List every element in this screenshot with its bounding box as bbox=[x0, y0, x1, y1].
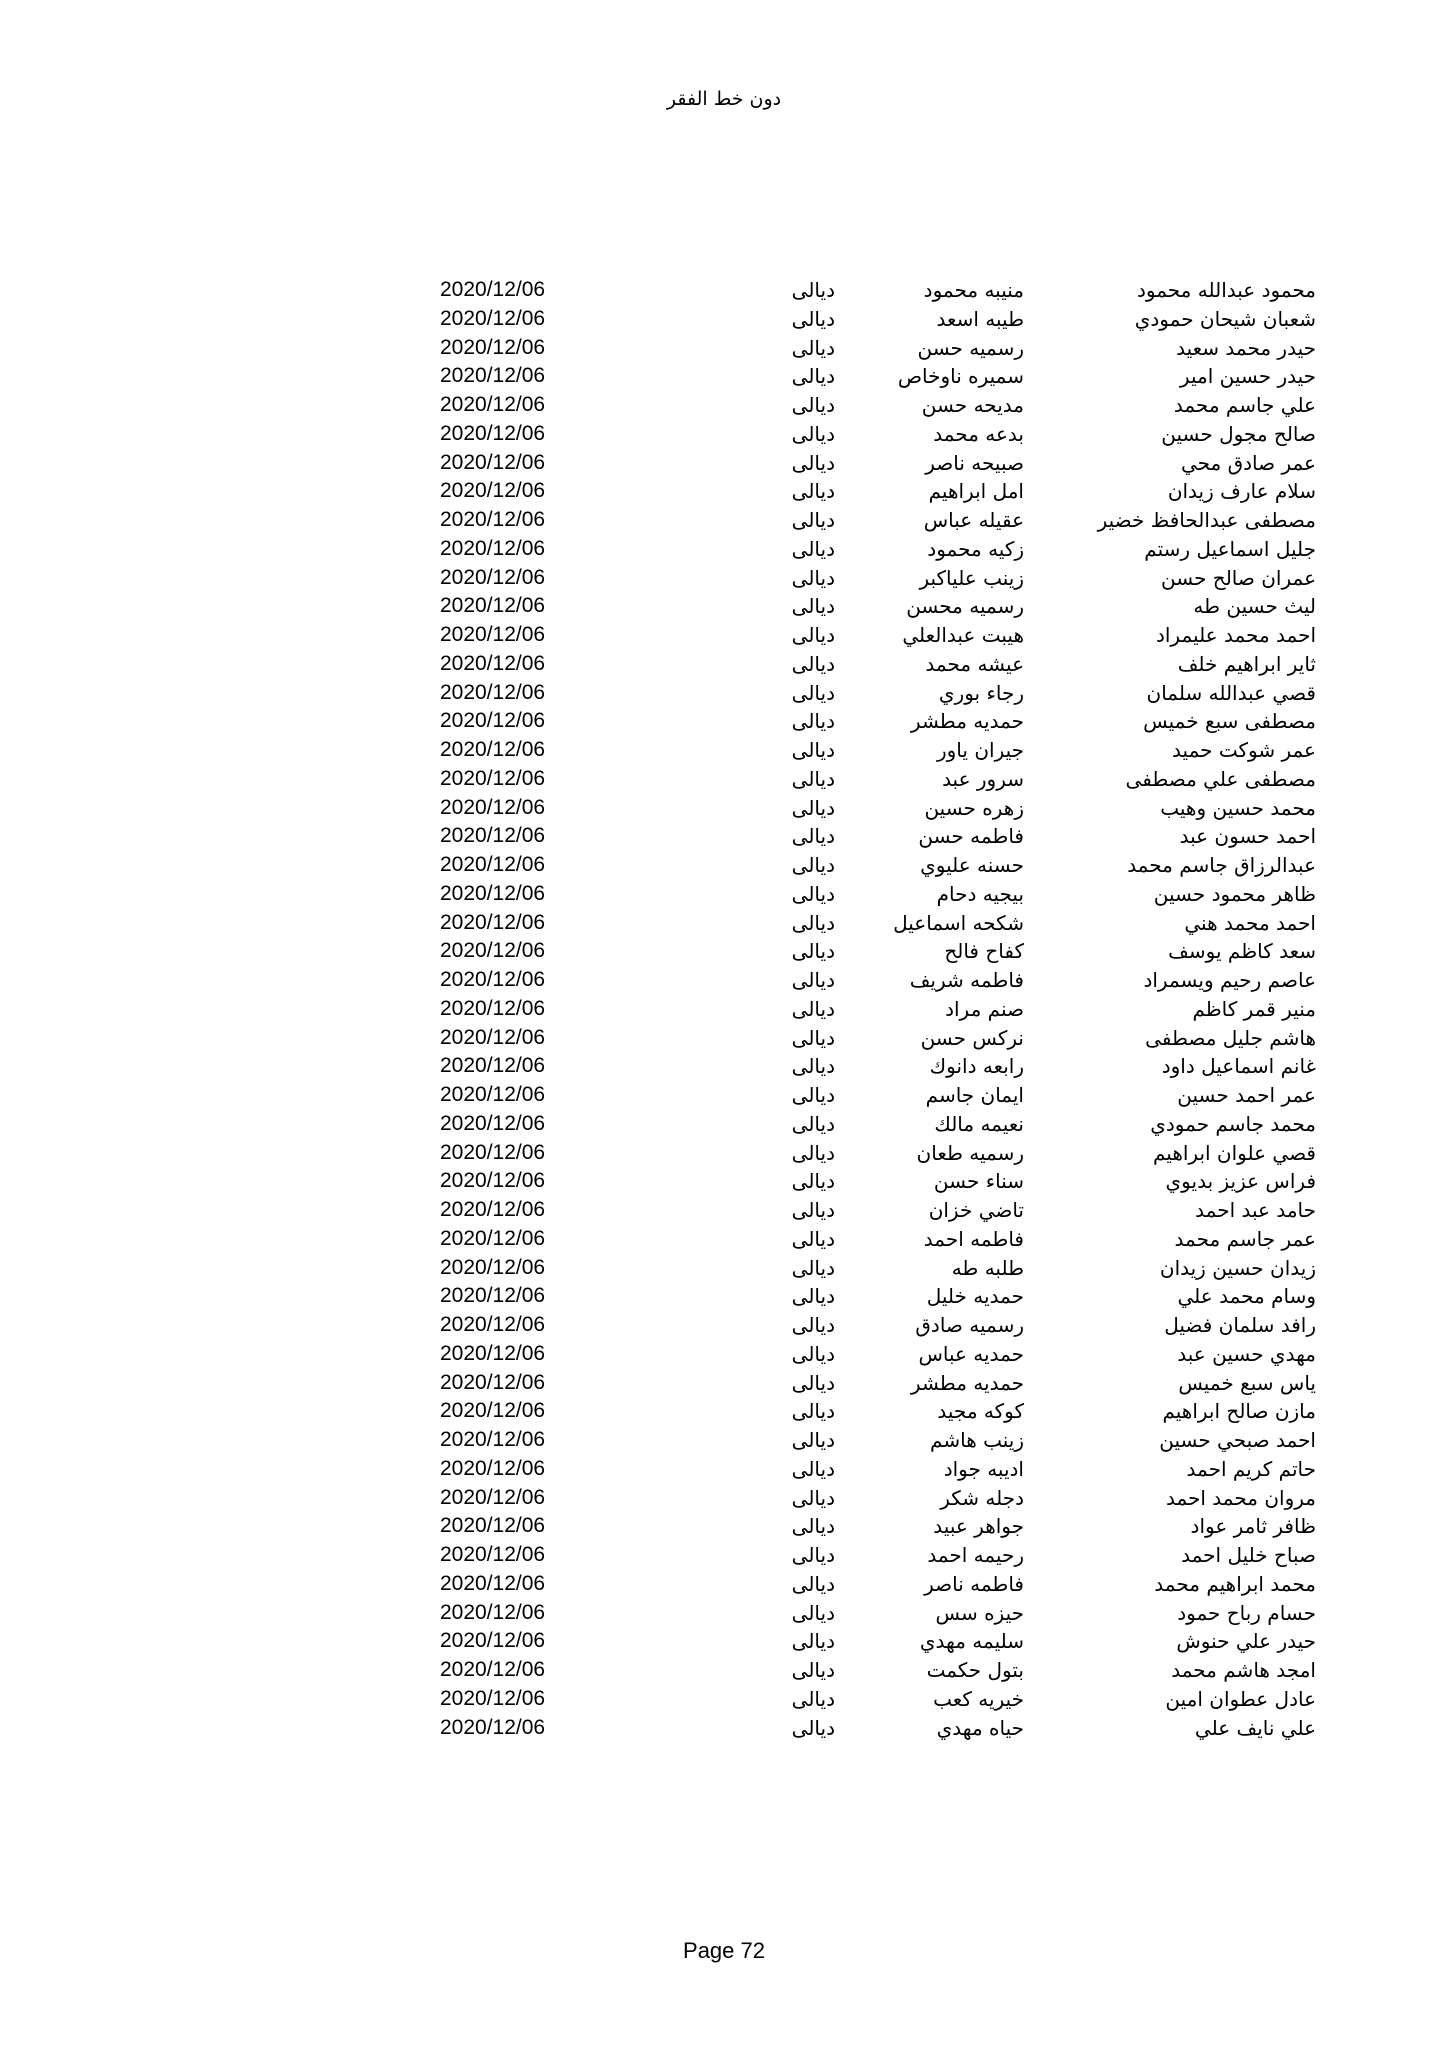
person-name: حيدر حسين امير bbox=[1179, 364, 1316, 389]
mother-name: رسميه حسن bbox=[917, 335, 1024, 360]
mother-name: طيبه اسعد bbox=[936, 306, 1024, 331]
mother-name: صنم مراد bbox=[945, 996, 1024, 1021]
person-name: قصي عبدالله سلمان bbox=[1146, 680, 1316, 705]
person-name: سلام عارف زيدان bbox=[1167, 479, 1316, 504]
list-item bbox=[0, 420, 1448, 449]
governorate: ديالى bbox=[791, 766, 835, 791]
governorate: ديالى bbox=[791, 1370, 835, 1395]
record-date: 2020/12/06 bbox=[440, 1313, 546, 1336]
governorate: ديالى bbox=[791, 1198, 835, 1222]
record-date: 2020/12/06 bbox=[440, 278, 546, 301]
governorate: ديالى bbox=[791, 709, 835, 734]
record-date: 2020/12/06 bbox=[440, 1428, 546, 1451]
record-date: 2020/12/06 bbox=[440, 1198, 546, 1221]
governorate: ديالى bbox=[791, 1658, 835, 1682]
record-date: 2020/12/06 bbox=[440, 881, 546, 905]
governorate: ديالى bbox=[791, 680, 835, 705]
list-item bbox=[0, 1484, 1448, 1513]
mother-name: زكيه محمود bbox=[927, 536, 1024, 561]
list-item bbox=[0, 1426, 1448, 1455]
governorate: ديالى bbox=[791, 1629, 835, 1654]
governorate: ديالى bbox=[791, 1485, 835, 1510]
person-name: غانم اسماعيل داود bbox=[1161, 1054, 1316, 1079]
mother-name: كوكه مجيد bbox=[937, 1399, 1024, 1424]
person-name: عمر جاسم محمد bbox=[1174, 1226, 1316, 1251]
list-item bbox=[0, 1369, 1448, 1398]
person-name: شعبان شيحان حمودي bbox=[1134, 306, 1316, 331]
record-date: 2020/12/06 bbox=[440, 968, 546, 991]
record-date: 2020/12/06 bbox=[440, 1140, 546, 1164]
person-name: علي نايف علي bbox=[1194, 1715, 1316, 1740]
governorate: ديالى bbox=[791, 651, 835, 676]
person-name: ليث حسين طه bbox=[1193, 594, 1316, 619]
list-item bbox=[0, 1512, 1448, 1541]
mother-name: سناء حسن bbox=[933, 1169, 1024, 1194]
record-date: 2020/12/06 bbox=[440, 1169, 546, 1193]
page-number: Page 72 bbox=[683, 1938, 765, 1963]
mother-name: حمديه عباس bbox=[918, 1341, 1024, 1366]
person-name: عادل عطوان امين bbox=[1165, 1686, 1316, 1711]
mother-name: بتول حكمت bbox=[926, 1658, 1024, 1682]
record-date: 2020/12/06 bbox=[440, 421, 546, 445]
governorate: ديالى bbox=[791, 1054, 835, 1079]
governorate: ديالى bbox=[791, 1284, 835, 1309]
mother-name: سليمه مهدي bbox=[919, 1629, 1024, 1654]
governorate: ديالى bbox=[791, 421, 835, 446]
record-date: 2020/12/06 bbox=[440, 1111, 546, 1135]
governorate: ديالى bbox=[791, 1686, 835, 1711]
governorate: ديالى bbox=[791, 1428, 835, 1452]
record-date: 2020/12/06 bbox=[440, 1083, 546, 1106]
list-item bbox=[0, 880, 1448, 909]
mother-name: عقيله عباس bbox=[923, 508, 1024, 532]
governorate: ديالى bbox=[791, 1313, 835, 1337]
governorate: ديالى bbox=[791, 1255, 835, 1280]
person-name: محمد جاسم حمودي bbox=[1150, 1111, 1316, 1136]
person-name: مروان محمد احمد bbox=[1165, 1485, 1316, 1510]
governorate: ديالى bbox=[791, 623, 835, 647]
person-name: امجد هاشم محمد bbox=[1171, 1658, 1316, 1682]
mother-name: امل ابراهيم bbox=[928, 479, 1024, 504]
mother-name: خيريه كعب bbox=[933, 1686, 1024, 1711]
governorate: ديالى bbox=[791, 1341, 835, 1366]
governorate: ديالى bbox=[791, 306, 835, 331]
governorate: ديالى bbox=[791, 1169, 835, 1194]
mother-name: مديحه حسن bbox=[921, 393, 1024, 417]
person-name: محمد ابراهيم محمد bbox=[1154, 1571, 1316, 1596]
person-name: احمد محمد عليمراد bbox=[1155, 623, 1316, 647]
mother-name: رسميه صادق bbox=[915, 1313, 1024, 1337]
person-name: مهدي حسين عبد bbox=[1177, 1341, 1316, 1366]
person-name: مصطفى سبع خميس bbox=[1143, 709, 1316, 734]
record-date: 2020/12/06 bbox=[440, 1255, 546, 1279]
list-item bbox=[0, 1685, 1448, 1714]
governorate: ديالى bbox=[791, 508, 835, 532]
governorate: ديالى bbox=[791, 738, 835, 762]
list-item bbox=[0, 1052, 1448, 1081]
person-name: ثاير ابراهيم خلف bbox=[1177, 651, 1316, 676]
governorate: ديالى bbox=[791, 1140, 835, 1165]
person-name: مازن صالح ابراهيم bbox=[1162, 1399, 1316, 1424]
person-name: قصي علوان ابراهيم bbox=[1152, 1140, 1316, 1165]
governorate: ديالى bbox=[791, 1715, 835, 1740]
list-item bbox=[0, 765, 1448, 794]
list-item bbox=[0, 1254, 1448, 1283]
mother-name: فاطمه حسن bbox=[918, 824, 1024, 849]
record-date: 2020/12/06 bbox=[440, 1600, 546, 1624]
person-name: حسام رباح حمود bbox=[1177, 1600, 1316, 1625]
list-item bbox=[0, 621, 1448, 650]
person-name: مصطفى علي مصطفى bbox=[1125, 766, 1316, 791]
governorate: ديالى bbox=[791, 795, 835, 820]
record-date: 2020/12/06 bbox=[440, 939, 546, 963]
person-name: احمد صبحي حسين bbox=[1159, 1428, 1316, 1452]
record-date: 2020/12/06 bbox=[440, 1370, 546, 1394]
record-date: 2020/12/06 bbox=[440, 738, 546, 761]
record-date: 2020/12/06 bbox=[440, 996, 546, 1020]
record-date: 2020/12/06 bbox=[440, 910, 546, 934]
list-item bbox=[0, 679, 1448, 708]
mother-name: رحيمه احمد bbox=[927, 1543, 1024, 1567]
record-date: 2020/12/06 bbox=[440, 393, 546, 416]
list-item bbox=[0, 1225, 1448, 1254]
record-date: 2020/12/06 bbox=[440, 1054, 546, 1078]
mother-name: بدعه محمد bbox=[933, 421, 1024, 446]
governorate: ديالى bbox=[791, 1399, 835, 1424]
person-name: احمد حسون عبد bbox=[1179, 824, 1316, 849]
mother-name: حمديه مطشر bbox=[910, 709, 1024, 734]
mother-name: هيبت عبدالعلي bbox=[902, 623, 1024, 647]
person-name: حاتم كريم احمد bbox=[1186, 1456, 1316, 1481]
governorate: ديالى bbox=[791, 996, 835, 1021]
list-item bbox=[0, 1541, 1448, 1570]
person-name: علي جاسم محمد bbox=[1173, 393, 1316, 417]
person-name: وسام محمد علي bbox=[1177, 1284, 1316, 1309]
list-item bbox=[0, 1110, 1448, 1139]
record-date: 2020/12/06 bbox=[440, 1571, 546, 1595]
mother-name: صبيحه ناصر bbox=[925, 450, 1024, 475]
list-item bbox=[0, 851, 1448, 880]
person-name: صالح مجول حسين bbox=[1161, 421, 1316, 446]
list-item bbox=[0, 650, 1448, 679]
mother-name: نعيمه مالك bbox=[934, 1111, 1024, 1136]
list-item bbox=[0, 736, 1448, 765]
person-name: محمد حسين وهيب bbox=[1160, 795, 1316, 820]
record-date: 2020/12/06 bbox=[440, 766, 546, 790]
record-date: 2020/12/06 bbox=[440, 364, 546, 388]
page-header: دون خط الفقر bbox=[666, 88, 782, 110]
record-date: 2020/12/06 bbox=[440, 1658, 546, 1681]
record-date: 2020/12/06 bbox=[440, 680, 546, 704]
mother-name: كفاح فالح bbox=[944, 939, 1024, 964]
mother-name: حسنه عليوي bbox=[920, 853, 1024, 877]
mother-name: فاطمه شريف bbox=[909, 968, 1024, 992]
governorate: ديالى bbox=[791, 364, 835, 389]
governorate: ديالى bbox=[791, 1600, 835, 1625]
list-item bbox=[0, 995, 1448, 1024]
record-date: 2020/12/06 bbox=[440, 1715, 546, 1739]
governorate: ديالى bbox=[791, 450, 835, 475]
record-date: 2020/12/06 bbox=[440, 853, 546, 876]
person-name: زيدان حسين زيدان bbox=[1159, 1255, 1316, 1280]
record-date: 2020/12/06 bbox=[440, 1514, 546, 1538]
record-date: 2020/12/06 bbox=[440, 1399, 546, 1423]
mother-name: دجله شكر bbox=[940, 1485, 1024, 1510]
list-item bbox=[0, 1081, 1448, 1110]
governorate: ديالى bbox=[791, 565, 835, 590]
list-item bbox=[0, 707, 1448, 736]
person-name: مصطفى عبدالحافظ خضير bbox=[1097, 508, 1316, 532]
record-date: 2020/12/06 bbox=[440, 1025, 546, 1049]
person-name: ياس سبع خميس bbox=[1178, 1370, 1316, 1395]
person-name: محمود عبدالله محمود bbox=[1136, 278, 1316, 302]
mother-name: زينب هاشم bbox=[930, 1428, 1024, 1452]
mother-name: جيران ياور bbox=[936, 738, 1024, 762]
governorate: ديالى bbox=[791, 1111, 835, 1136]
person-name: حامد عبد احمد bbox=[1195, 1198, 1316, 1222]
records-list bbox=[0, 276, 1448, 1742]
person-name: عمران صالح حسن bbox=[1161, 565, 1316, 590]
person-name: ظافر ثامر عواد bbox=[1190, 1514, 1316, 1539]
mother-name: زينب علياكبر bbox=[919, 565, 1024, 590]
governorate: ديالى bbox=[791, 278, 835, 302]
list-item bbox=[0, 909, 1448, 938]
list-item bbox=[0, 362, 1448, 391]
mother-name: طلبه طه bbox=[951, 1255, 1024, 1280]
record-date: 2020/12/06 bbox=[440, 824, 546, 848]
list-item bbox=[0, 1139, 1448, 1168]
governorate: ديالى bbox=[791, 939, 835, 964]
person-name: ظاهر محمود حسين bbox=[1153, 881, 1316, 906]
list-item bbox=[0, 334, 1448, 363]
mother-name: جواهر عبيد bbox=[933, 1514, 1024, 1539]
mother-name: سميره ناوخاص bbox=[897, 364, 1024, 389]
record-date: 2020/12/06 bbox=[440, 1629, 546, 1653]
governorate: ديالى bbox=[791, 594, 835, 619]
list-item bbox=[0, 1397, 1448, 1426]
list-item bbox=[0, 592, 1448, 621]
person-name: منير قمر كاظم bbox=[1192, 996, 1316, 1021]
list-item bbox=[0, 305, 1448, 334]
mother-name: رجاء بوري bbox=[938, 680, 1024, 705]
governorate: ديالى bbox=[791, 1571, 835, 1596]
mother-name: حمديه خليل bbox=[926, 1284, 1024, 1309]
governorate: ديالى bbox=[791, 1083, 835, 1107]
governorate: ديالى bbox=[791, 335, 835, 360]
record-date: 2020/12/06 bbox=[440, 1341, 546, 1365]
mother-name: فاطمه احمد bbox=[923, 1226, 1024, 1251]
record-date: 2020/12/06 bbox=[440, 508, 546, 531]
mother-name: حيزه سس bbox=[935, 1600, 1024, 1625]
mother-name: شكحه اسماعيل bbox=[893, 910, 1024, 935]
list-item bbox=[0, 822, 1448, 851]
list-item bbox=[0, 449, 1448, 478]
record-date: 2020/12/06 bbox=[440, 651, 546, 675]
record-date: 2020/12/06 bbox=[440, 1485, 546, 1509]
list-item bbox=[0, 391, 1448, 420]
list-item bbox=[0, 477, 1448, 506]
governorate: ديالى bbox=[791, 1025, 835, 1050]
list-item bbox=[0, 1282, 1448, 1311]
mother-name: حياه مهدي bbox=[936, 1715, 1024, 1740]
person-name: حيدر علي حنوش bbox=[1176, 1629, 1316, 1654]
governorate: ديالى bbox=[791, 1514, 835, 1539]
list-item bbox=[0, 937, 1448, 966]
person-name: حيدر محمد سعيد bbox=[1176, 335, 1316, 360]
person-name: عمر احمد حسين bbox=[1177, 1083, 1316, 1107]
person-name: صباح خليل احمد bbox=[1181, 1543, 1316, 1567]
mother-name: منيبه محمود bbox=[923, 278, 1024, 302]
list-item bbox=[0, 794, 1448, 823]
list-item bbox=[0, 506, 1448, 535]
list-item bbox=[0, 1656, 1448, 1685]
governorate: ديالى bbox=[791, 479, 835, 504]
list-item bbox=[0, 535, 1448, 564]
person-name: عبدالرزاق جاسم محمد bbox=[1127, 853, 1316, 877]
list-item bbox=[0, 1024, 1448, 1053]
governorate: ديالى bbox=[791, 910, 835, 935]
mother-name: رسميه محسن bbox=[906, 594, 1024, 619]
person-name: عمر شوكت حميد bbox=[1172, 738, 1316, 762]
list-item bbox=[0, 966, 1448, 995]
governorate: ديالى bbox=[791, 1543, 835, 1567]
person-name: عاصم رحيم ويسمراد bbox=[1143, 968, 1316, 992]
governorate: ديالى bbox=[791, 824, 835, 849]
record-date: 2020/12/06 bbox=[440, 594, 546, 618]
record-date: 2020/12/06 bbox=[440, 1686, 546, 1710]
mother-name: رسميه طعان bbox=[916, 1140, 1024, 1165]
list-item bbox=[0, 276, 1448, 305]
person-name: رافد سلمان فضيل bbox=[1164, 1313, 1316, 1337]
person-name: فراس عزيز بديوي bbox=[1165, 1169, 1316, 1194]
person-name: عمر صادق محي bbox=[1180, 450, 1316, 475]
record-date: 2020/12/06 bbox=[440, 1284, 546, 1308]
governorate: ديالى bbox=[791, 853, 835, 877]
record-date: 2020/12/06 bbox=[440, 1226, 546, 1250]
person-name: جليل اسماعيل رستم bbox=[1144, 536, 1316, 561]
list-item bbox=[0, 1311, 1448, 1340]
record-date: 2020/12/06 bbox=[440, 306, 546, 330]
list-item bbox=[0, 1714, 1448, 1743]
governorate: ديالى bbox=[791, 968, 835, 992]
mother-name: عيشه محمد bbox=[925, 651, 1024, 676]
mother-name: تاضي خزان bbox=[928, 1198, 1024, 1222]
governorate: ديالى bbox=[791, 1456, 835, 1481]
mother-name: بيجيه دحام bbox=[936, 881, 1024, 906]
governorate: ديالى bbox=[791, 881, 835, 906]
mother-name: رابعه دانوك bbox=[929, 1054, 1024, 1079]
mother-name: نركس حسن bbox=[920, 1025, 1024, 1050]
list-item bbox=[0, 1340, 1448, 1369]
mother-name: ايمان جاسم bbox=[925, 1083, 1024, 1107]
record-date: 2020/12/06 bbox=[440, 450, 546, 474]
person-name: سعد كاظم يوسف bbox=[1168, 939, 1316, 964]
record-date: 2020/12/06 bbox=[440, 1456, 546, 1480]
list-item bbox=[0, 1455, 1448, 1484]
record-date: 2020/12/06 bbox=[440, 565, 546, 589]
governorate: ديالى bbox=[791, 393, 835, 417]
record-date: 2020/12/06 bbox=[440, 479, 546, 503]
list-item bbox=[0, 1167, 1448, 1196]
record-date: 2020/12/06 bbox=[440, 709, 546, 733]
list-item bbox=[0, 564, 1448, 593]
record-date: 2020/12/06 bbox=[440, 335, 546, 359]
mother-name: سرور عبد bbox=[942, 766, 1024, 791]
mother-name: اديبه جواد bbox=[943, 1456, 1024, 1481]
mother-name: حمديه مطشر bbox=[910, 1370, 1024, 1395]
record-date: 2020/12/06 bbox=[440, 623, 546, 646]
governorate: ديالى bbox=[791, 536, 835, 561]
record-date: 2020/12/06 bbox=[440, 795, 546, 819]
record-date: 2020/12/06 bbox=[440, 536, 546, 560]
list-item bbox=[0, 1599, 1448, 1628]
list-item bbox=[0, 1196, 1448, 1225]
list-item bbox=[0, 1627, 1448, 1656]
person-name: احمد محمد هني bbox=[1184, 910, 1316, 935]
mother-name: فاطمه ناصر bbox=[924, 1571, 1024, 1596]
list-item bbox=[0, 1570, 1448, 1599]
governorate: ديالى bbox=[791, 1226, 835, 1251]
mother-name: زهره حسين bbox=[924, 795, 1024, 820]
person-name: هاشم جليل مصطفى bbox=[1145, 1025, 1316, 1050]
record-date: 2020/12/06 bbox=[440, 1543, 546, 1566]
